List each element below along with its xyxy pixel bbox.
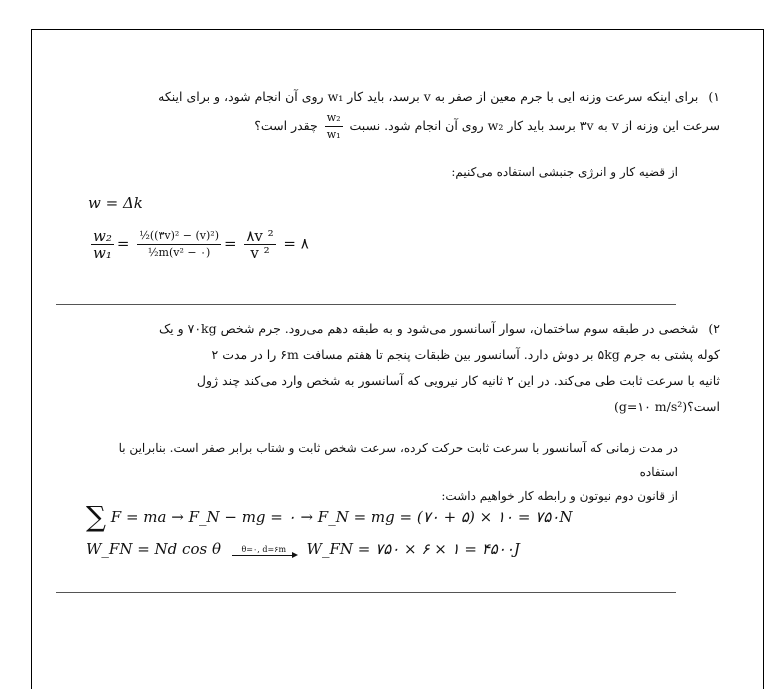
- equation-work-delta-k: [88, 194, 143, 212]
- ratio-denominator: w₁: [326, 128, 341, 141]
- middle-denominator: ½m(v² − ۰): [147, 246, 211, 259]
- solution-2-line-2: از قانون دوم نیوتون و رابطه کار خواهیم داشت:: [441, 489, 678, 503]
- problem-2-line-3: ثانیه با سرعت ثابت طی می‌کند. در این ۲ ثانیه کار نیرویی که آسانسور به شخص وارد می‌کند چند ژول: [196, 373, 720, 388]
- problem-1-ratio: [325, 110, 343, 143]
- problem-1-line-2b: چقدر است؟: [254, 118, 318, 133]
- work-equation-rhs: W_FN = ۷۵۰ × ۶ × ۱ = ۴۵۰۰J: [306, 540, 520, 558]
- middle-numerator: ½((۳v)² − (v)²): [137, 228, 221, 245]
- equation-force: [86, 500, 572, 533]
- problem-2-number: ۲): [708, 321, 720, 336]
- problem-2-solution-text: [78, 436, 678, 508]
- work-equation-lhs: W_FN = Nd cos θ: [86, 540, 221, 558]
- problem-2-line-4: است؟(g=۱۰ m/s²): [614, 399, 720, 414]
- simplified-numerator: ۸v ²: [246, 227, 274, 245]
- ratio-numerator: w₂: [325, 110, 343, 127]
- ratio-result: = ۸: [283, 234, 309, 253]
- solution-2-line-1: در مدت زمانی که آسانسور با سرعت ثابت حرکت کرده، سرعت شخص ثابت و شتاب برابر صفر است. بنابراین با استفاده: [118, 441, 678, 479]
- simplified-denominator: v ²: [250, 244, 270, 262]
- sigma-symbol: ∑: [86, 500, 106, 533]
- ratio-middle: [137, 228, 221, 261]
- problem-1-number: ۱): [708, 89, 720, 104]
- divider-1: [56, 304, 676, 305]
- lhs-denominator: w₁: [93, 244, 112, 262]
- force-equation-text: F = ma → F_N − mg = ۰ → F_N = mg = (۷۰ + ۵) × ۱۰ = ۷۵۰N: [110, 508, 573, 526]
- problem-2-line-1: شخصی در طبقه سوم ساختمان، سوار آسانسور می‌شود و به طبقه دهم می‌رود. جرم شخص ۷۰kg و یک: [158, 321, 699, 336]
- arrow-condition-label: θ=۰, d=۶m: [241, 544, 287, 554]
- ratio-simplified: [244, 228, 275, 261]
- problem-1-line-1: برای اینکه سرعت وزنه ایی با جرم معین از صفر به v برسد، باید کار w₁ روی آن انجام شود، و برای اینکه: [158, 89, 699, 104]
- equation-work: [86, 540, 520, 558]
- equation-ratio: $\frac{\text{w₂}}{\text{w₁}}$ = $\frac{\text{½((۳v)² − (v)²)}}{\text{½m(v² − ۰)}}$ = $\frac{\text{۸v ²}}{\text{v ²}}$ = ۸: [93, 227, 309, 262]
- lhs-numerator: w₂: [93, 227, 112, 245]
- divider-2: [56, 592, 676, 593]
- solution-1-intro-text: از قضیه کار و انرژی جنبشی استفاده می‌کنیم:: [451, 165, 678, 179]
- implies-arrow: [232, 545, 296, 556]
- problem-1-statement: [120, 84, 720, 143]
- problem-2-statement: [114, 316, 720, 420]
- problem-2-line-2: کوله پشتی به جرم ۵kg بر دوش دارد. آسانسور بین ظبقات پنجم تا هفتم مسافت ۶m را در مدت ۲: [211, 347, 720, 362]
- equation-1-text: w = Δk: [88, 194, 143, 212]
- problem-1-solution-intro: [38, 160, 678, 184]
- ratio-lhs: [91, 228, 114, 261]
- arrow-line: [232, 555, 296, 556]
- problem-1-line-2a: سرعت این وزنه از v به ۳v برسد باید کار w₂ روی آن انجام شود. نسبت: [349, 118, 720, 133]
